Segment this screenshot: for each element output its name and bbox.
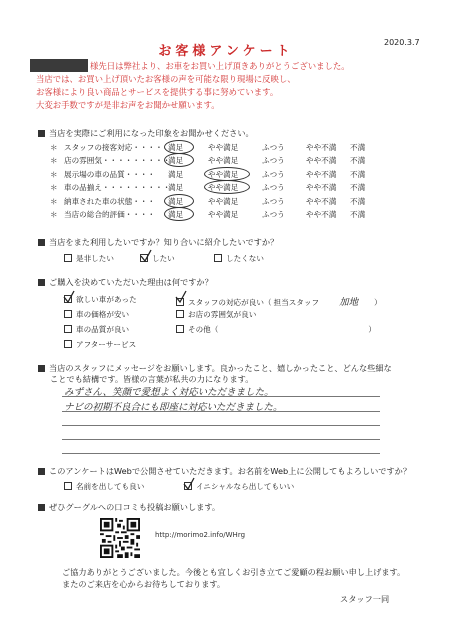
selected-rating-circle (164, 140, 194, 154)
rating-choice[interactable]: 満足 (168, 169, 184, 179)
survey-date: 2020.3.7 (384, 38, 420, 47)
asterisk-icon: ＊ (50, 156, 58, 166)
square-bullet-icon (38, 239, 45, 246)
q5-option-initials[interactable]: イニシャルなら出してもいい (184, 481, 294, 492)
asterisk-icon: ＊ (50, 210, 58, 219)
q5-heading: このアンケートはWebで公開させていただきます。お名前をWeb上に公開してもよろしいですか？ (38, 466, 411, 477)
writing-line (62, 425, 380, 426)
intro-line-4: 大変お手数ですが是非お声をお聞かせ願います。 (36, 100, 220, 110)
rating-choice[interactable]: やや満足 (208, 169, 239, 179)
rating-row-label: 車の品揃え・・・・・・・・・ (64, 183, 171, 193)
square-bullet-icon (38, 365, 45, 372)
q1-heading: 当店を実際にご利用になった印象をお聞かせください。 (38, 128, 254, 139)
writing-line (62, 439, 380, 440)
rating-choice[interactable]: ふつう (262, 210, 285, 219)
rating-choice[interactable]: やや不満 (306, 183, 337, 193)
rating-choice[interactable]: 不満 (350, 210, 366, 219)
selected-rating-circle (204, 167, 250, 181)
rating-choice[interactable]: やや満足 (208, 210, 239, 219)
rating-choice[interactable]: ふつう (262, 183, 285, 193)
q2-option-0[interactable]: 是非したい (64, 253, 114, 264)
rating-row (50, 182, 430, 193)
check-mark-icon (62, 290, 76, 304)
check-mark-icon (139, 249, 153, 263)
staff-label: 担当スタッフ (273, 298, 320, 307)
writing-line (62, 453, 380, 454)
checkbox[interactable] (64, 325, 72, 333)
writing-line (62, 396, 380, 397)
page-title: お客様アンケート (158, 44, 294, 59)
q3-reason-quality[interactable]: 車の品質が良い (64, 324, 129, 335)
q2-option-2[interactable]: したくない (214, 253, 264, 264)
q3-reason-wanted-car[interactable]: 欲しい車があった (64, 294, 137, 305)
asterisk-icon: ＊ (50, 196, 58, 206)
google-review-url[interactable]: http://morimo2.info/WHrg (155, 531, 246, 539)
rating-choice[interactable]: 満足 (168, 210, 184, 219)
rating-choice[interactable]: 不満 (350, 183, 366, 193)
q4-heading: 当店のスタッフにメッセージをお願いします。良かったこと、嬉しかったこと、どんな些細な (38, 363, 392, 374)
intro-line-2: 当店では、お買い上げ頂いたお客様の声を可能な限り現場に反映し、 (36, 74, 296, 84)
rating-row (50, 209, 430, 220)
rating-choice[interactable]: ふつう (262, 143, 285, 152)
signature: スタッフ一同 (340, 594, 390, 604)
q3-reason-atmosphere[interactable]: お店の雰囲気が良い (176, 309, 256, 320)
rating-choice[interactable]: やや不満 (306, 196, 337, 206)
rating-choice[interactable]: やや不満 (306, 143, 337, 152)
selected-rating-circle (164, 194, 194, 208)
rating-row-label: スタッフの接客対応・・・・ (64, 143, 163, 152)
message-handwritten-line-1: みずさん、笑顔で愛想よく対応いただきました。 (64, 387, 274, 398)
redacted-customer-name (30, 59, 88, 72)
rating-choice[interactable]: やや満足 (208, 156, 239, 166)
q6-heading: ぜひグーグルへの口コミも投稿お願いします。 (38, 502, 220, 513)
intro-line-1: 様先日は弊社より、お車をお買い上げ頂きありがとうございました。 (90, 61, 350, 71)
square-bullet-icon (38, 279, 45, 286)
rating-choice[interactable]: 不満 (350, 156, 366, 166)
rating-choice[interactable]: やや満足 (208, 143, 239, 152)
rating-choice[interactable]: 満足 (168, 183, 184, 193)
rating-row-label: 展示場の車の品質・・・・ (64, 169, 156, 179)
q2-option-1[interactable]: したい (140, 253, 175, 264)
qr-code-icon[interactable] (100, 518, 140, 558)
square-bullet-icon (38, 468, 45, 475)
rating-row (50, 196, 430, 207)
rating-choice[interactable]: 満足 (168, 156, 184, 166)
intro-line-3: お客様により良い商品とサービスを提供する事に努めています。 (36, 87, 279, 97)
q3-reason-aftercare[interactable]: アフターサービス (64, 339, 136, 350)
square-bullet-icon (38, 130, 45, 137)
rating-row-label: 店の雰囲気・・・・・・・・・ (64, 156, 171, 166)
rating-row (50, 169, 430, 180)
check-mark-icon (174, 290, 188, 304)
rating-row-label: 当店の総合的評価・・・・ (64, 210, 156, 219)
rating-choice[interactable]: 満足 (168, 143, 184, 152)
rating-row (50, 155, 430, 166)
checkbox[interactable] (64, 482, 72, 490)
checkbox[interactable] (214, 254, 222, 262)
rating-choice[interactable]: ふつう (262, 196, 285, 206)
writing-line (62, 411, 380, 412)
rating-choice[interactable]: やや不満 (306, 210, 337, 219)
rating-choice[interactable]: やや不満 (306, 169, 337, 179)
asterisk-icon: ＊ (50, 169, 58, 179)
rating-choice[interactable]: 不満 (350, 143, 366, 152)
asterisk-icon: ＊ (50, 143, 58, 152)
q3-heading: ご購入を決めていただいた理由は何ですか？ (38, 277, 213, 288)
checkbox[interactable] (64, 340, 72, 348)
rating-row-label: 納車された車の状態・・・ (64, 196, 156, 206)
rating-row (50, 142, 430, 153)
message-handwritten-line-2: ナビの初期不良合にも即座に対応いただきました。 (64, 402, 283, 413)
staff-name-handwritten: 加地 (339, 297, 359, 308)
q2-heading: 当店をまた利用したいですか？知り合いに紹介したいですか？ (38, 237, 278, 248)
q3-reason-other[interactable]: その他（ ） (176, 324, 376, 335)
rating-choice[interactable]: ふつう (262, 156, 285, 166)
closing-line-2: またのご来店を心からお待ちしております。 (62, 579, 226, 589)
q5-option-full-name[interactable]: 名前を出しても良い (64, 481, 144, 492)
checkbox[interactable] (176, 325, 184, 333)
selected-rating-circle (164, 153, 194, 167)
selected-rating-circle (164, 207, 194, 221)
checkbox[interactable] (64, 310, 72, 318)
closing-line-1: ご協力ありがとうございました。今後とも宜しくお引き立てご愛顧の程お願い申し上げます。 (62, 567, 406, 577)
rating-choice[interactable]: やや不満 (306, 156, 337, 166)
square-bullet-icon (38, 504, 45, 511)
rating-choice[interactable]: ふつう (262, 169, 285, 179)
check-mark-icon (182, 477, 196, 491)
checkbox[interactable] (176, 310, 184, 318)
rating-choice[interactable]: 満足 (168, 196, 184, 206)
asterisk-icon: ＊ (50, 183, 58, 193)
q3-reason-price[interactable]: 車の価格が安い (64, 309, 129, 320)
checkbox[interactable] (64, 254, 72, 262)
rating-choice[interactable]: 不満 (350, 196, 366, 206)
q3-reason-staff[interactable]: スタッフの対応が良い（ 担当スタッフ 加地 ） (176, 294, 382, 308)
selected-rating-circle (204, 180, 250, 194)
rating-choice[interactable]: やや満足 (208, 196, 239, 206)
rating-choice[interactable]: やや満足 (208, 183, 239, 193)
q4-heading-cont: ことでも結構です。皆様の言葉が私共の力になります。 (50, 374, 254, 384)
rating-choice[interactable]: 不満 (350, 169, 366, 179)
